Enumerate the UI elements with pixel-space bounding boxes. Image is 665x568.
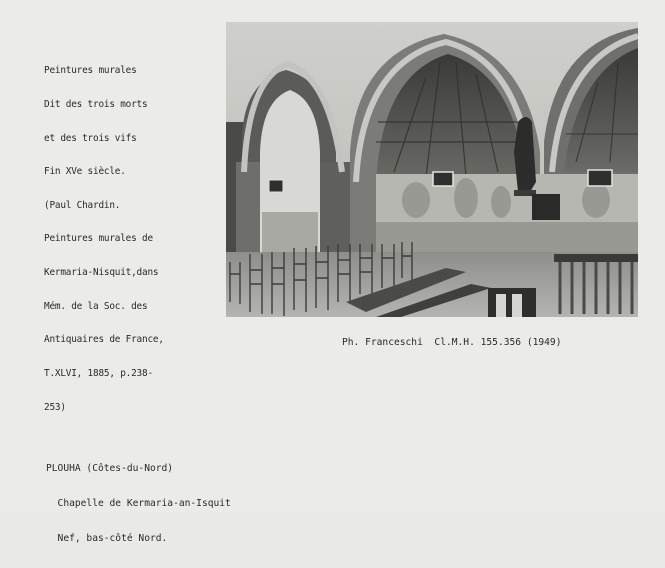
caption-line: 253) — [44, 401, 66, 413]
caption-line: Dit des trois morts — [44, 99, 148, 111]
caption-line: Peintures murales — [44, 65, 137, 77]
caption-top — [44, 43, 224, 435]
photo-credit: Ph. Franceschi Cl.M.H. 155.356 (1949) — [342, 337, 562, 348]
chapel-interior-image — [226, 22, 638, 317]
location-line: PLOUHA (Côtes-du-Nord) — [46, 463, 174, 475]
view-line: Nef, bas-côté Nord. — [46, 532, 168, 544]
caption-line: Fin XVe siècle. — [44, 166, 126, 178]
caption-line: Antiquaires de France, — [44, 334, 164, 346]
building-line: Chapelle de Kermaria-an-Isquit — [46, 497, 231, 509]
caption-line: Mém. de la Soc. des — [44, 300, 148, 312]
caption-bottom — [46, 440, 231, 568]
caption-line: Kermaria-Nisquit,dans — [44, 267, 159, 279]
caption-line: et des trois vifs — [44, 132, 137, 144]
caption-line: T.XLVI, 1885, p.238- — [44, 367, 153, 379]
caption-line: (Paul Chardin. — [44, 199, 121, 211]
caption-line: Peintures murales de — [44, 233, 153, 245]
chapel-photograph — [226, 22, 638, 317]
